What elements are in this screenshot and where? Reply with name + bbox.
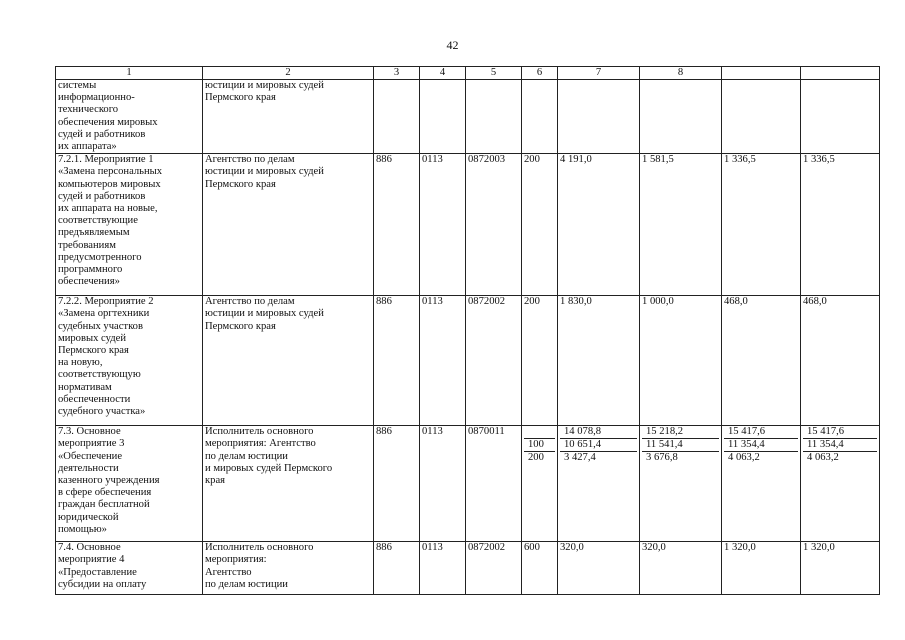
amount-cell bbox=[801, 80, 880, 154]
header-cell bbox=[722, 67, 801, 80]
header-cell: 5 bbox=[466, 67, 522, 80]
expense-type-cell bbox=[522, 426, 558, 542]
amount-cell: 320,0 bbox=[558, 542, 640, 595]
code-cell: 886 bbox=[374, 542, 420, 595]
executor-cell: юстиции и мировых судей Пермского края bbox=[203, 80, 374, 154]
code-cell: 0872002 bbox=[466, 542, 522, 595]
amount-line: 4 063,2 bbox=[728, 452, 760, 464]
amount-cell bbox=[640, 426, 722, 542]
code-cell: 200 bbox=[522, 154, 558, 296]
code-cell: 0870011 bbox=[466, 426, 522, 542]
amount-cell: 1 336,5 bbox=[801, 154, 880, 296]
header-cell bbox=[801, 67, 880, 80]
amount-line: 3 676,8 bbox=[646, 452, 678, 464]
code-cell: 886 bbox=[374, 154, 420, 296]
table-row bbox=[56, 542, 880, 595]
amount-cell: 1 830,0 bbox=[558, 296, 640, 426]
header-cell: 6 bbox=[522, 67, 558, 80]
code-cell bbox=[466, 80, 522, 154]
amount-cell bbox=[640, 80, 722, 154]
amount-line: 11 541,4 bbox=[642, 439, 719, 452]
amount-cell bbox=[558, 426, 640, 542]
executor-cell: Агентство по делам юстиции и мировых судей Пермского края bbox=[203, 154, 374, 296]
amount-line: 10 651,4 bbox=[560, 439, 637, 452]
header-cell: 8 bbox=[640, 67, 722, 80]
code-cell: 200 bbox=[522, 296, 558, 426]
code-cell: 886 bbox=[374, 296, 420, 426]
amount-cell: 468,0 bbox=[722, 296, 801, 426]
activity-name-cell: 7.2.2. Мероприятие 2 «Замена оргтехники судебных участков мировых судей Пермского края на новую, соответствующую нормативам обеспеченности судебного участка» bbox=[56, 296, 203, 426]
code-cell: 600 bbox=[522, 542, 558, 595]
table-row bbox=[56, 80, 880, 154]
header-cell: 4 bbox=[420, 67, 466, 80]
code-cell bbox=[374, 80, 420, 154]
amount-cell: 1 320,0 bbox=[722, 542, 801, 595]
amount-line: 11 354,4 bbox=[724, 439, 798, 452]
activity-name-cell: системы информационно- технического обеспечения мировых судей и работников их аппарата» bbox=[56, 80, 203, 154]
amount-line: 15 218,2 bbox=[642, 426, 719, 439]
activity-name-cell: 7.2.1. Мероприятие 1 «Замена персональных компьютеров мировых судей и работников их аппарата на новые, соответствующие предъявляемым требованиям предусмотренного программного обеспечения» bbox=[56, 154, 203, 296]
amount-line: 14 078,8 bbox=[560, 426, 637, 439]
amount-cell: 320,0 bbox=[640, 542, 722, 595]
budget-table bbox=[55, 66, 880, 595]
code-cell: 0872002 bbox=[466, 296, 522, 426]
table-row bbox=[56, 296, 880, 426]
header-cell: 1 bbox=[56, 67, 203, 80]
code-cell: 0113 bbox=[420, 542, 466, 595]
activity-name-cell: 7.3. Основное мероприятие 3 «Обеспечение деятельности казенного учреждения в сфере обеспечения граждан бесплатной юридической помощью» bbox=[56, 426, 203, 542]
expense-type-line bbox=[524, 426, 555, 439]
amount-line: 4 063,2 bbox=[807, 452, 839, 464]
amount-cell bbox=[722, 80, 801, 154]
amount-line: 15 417,6 bbox=[724, 426, 798, 439]
amount-line: 11 354,4 bbox=[803, 439, 877, 452]
header-cell: 7 bbox=[558, 67, 640, 80]
amount-cell bbox=[558, 80, 640, 154]
amount-line: 15 417,6 bbox=[803, 426, 877, 439]
executor-cell: Исполнитель основного мероприятия: Агентство по делам юстиции bbox=[203, 542, 374, 595]
table-header-row bbox=[56, 67, 880, 80]
header-cell: 2 bbox=[203, 67, 374, 80]
amount-line: 3 427,4 bbox=[564, 452, 596, 464]
executor-cell: Исполнитель основного мероприятия: Агентство по делам юстиции и мировых судей Пермского края bbox=[203, 426, 374, 542]
amount-cell: 4 191,0 bbox=[558, 154, 640, 296]
table-row bbox=[56, 426, 880, 542]
expense-type-line: 200 bbox=[528, 452, 544, 464]
amount-cell: 1 000,0 bbox=[640, 296, 722, 426]
code-cell: 886 bbox=[374, 426, 420, 542]
code-cell: 0113 bbox=[420, 426, 466, 542]
header-cell: 3 bbox=[374, 67, 420, 80]
executor-cell: Агентство по делам юстиции и мировых судей Пермского края bbox=[203, 296, 374, 426]
expense-type-line: 100 bbox=[524, 439, 555, 452]
code-cell: 0872003 bbox=[466, 154, 522, 296]
code-cell bbox=[522, 80, 558, 154]
code-cell bbox=[420, 80, 466, 154]
table-row bbox=[56, 154, 880, 296]
code-cell: 0113 bbox=[420, 154, 466, 296]
amount-cell bbox=[801, 426, 880, 542]
amount-cell: 1 581,5 bbox=[640, 154, 722, 296]
code-cell: 0113 bbox=[420, 296, 466, 426]
activity-name-cell: 7.4. Основное мероприятие 4 «Предоставление субсидии на оплату bbox=[56, 542, 203, 595]
amount-cell bbox=[722, 426, 801, 542]
amount-cell: 1 336,5 bbox=[722, 154, 801, 296]
amount-cell: 1 320,0 bbox=[801, 542, 880, 595]
amount-cell: 468,0 bbox=[801, 296, 880, 426]
page-number: 42 bbox=[446, 38, 459, 52]
